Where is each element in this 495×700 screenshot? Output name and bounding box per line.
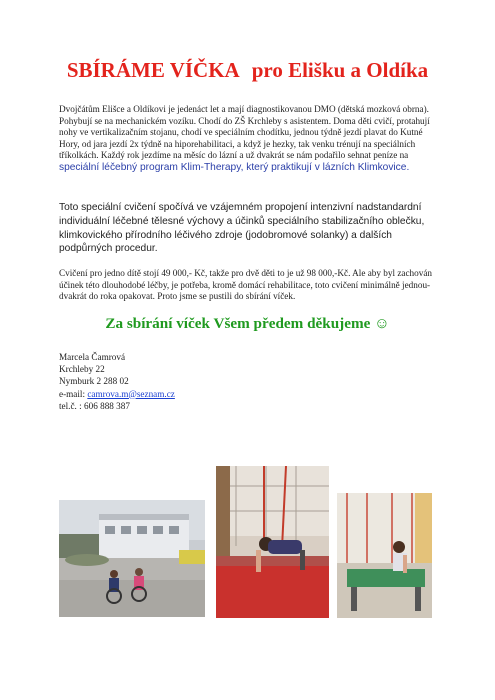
phone-label: tel.č. :	[59, 400, 82, 411]
contact-street: Krchleby 22	[59, 364, 105, 375]
title-main: SBÍRÁME VÍČKA	[66, 58, 240, 82]
intro-highlight: speciální léčebný program Klim-Therapy, který praktikují v lázních Klimkovice.	[59, 161, 410, 173]
paragraph-cost: Cvičení pro jedno dítě stojí 49 000,- Kč, takže pro dvě děti to je už 98 000,-Kč. Ale aby byl zachován účinek této dlouhodobé léčby, je potřeba, kromě domácí rehabilitace, toto cvičení minimálně jednou-dvakrát do roka opakovat. Proto jsme se pustili do sbírání víček.	[59, 268, 433, 302]
title-sub: pro Elišku a Oldíka	[251, 58, 429, 82]
page-title	[0, 58, 495, 83]
email-link[interactable]: camrova.m@seznam.cz	[87, 388, 175, 399]
email-label: e-mail:	[59, 388, 86, 399]
contact-phone-row	[59, 400, 309, 412]
contact-block	[59, 351, 309, 412]
paragraph-intro	[59, 104, 439, 174]
contact-city: Nymburk 2 288 02	[59, 376, 129, 387]
photo-outdoor	[59, 500, 205, 617]
photo-gym-mat	[216, 466, 329, 618]
phone-number: 606 888 387	[84, 400, 130, 411]
paragraph-therapy: Toto speciální cvičení spočívá ve vzájemném propojení intenzivní nadstandardní individuální léčebné tělesné výchovy a účinků speciálního stabilizačního oblečku, klimkovického přírodního léčivého zdroje (jodobromové solanky) a dalších podpůrných procedur.	[59, 202, 425, 255]
contact-email-row	[59, 388, 309, 400]
intro-text: Dvojčátům Elišce a Oldíkovi je jedenáct let a mají diagnostikovanou DMO (dětská mozková obrna). Pohybují se na mechanickém vozíku. Chodí do ZŠ Krchleby s asistentem. Doma děti cvičí, protahují nohy ve vertikalizačním stojanu, chodí ve speciálním chodítku, jednou týdně jezdí plavat do Kutné Hory, od jara jezdí 2x týdně na hiporehabilitaci, a když je hezky, tak venku trénují na speciálních tříkolkách. Každý rok jezdíme na měsíc do lázní a už dvakrát se nám podařilo sehnat peníze na	[59, 104, 430, 161]
thanks-heading: Za sbírání víček Všem předem děkujeme ☺	[105, 315, 390, 332]
contact-name: Marcela Čamrová	[59, 352, 126, 362]
photo-therapy-room	[337, 493, 432, 618]
